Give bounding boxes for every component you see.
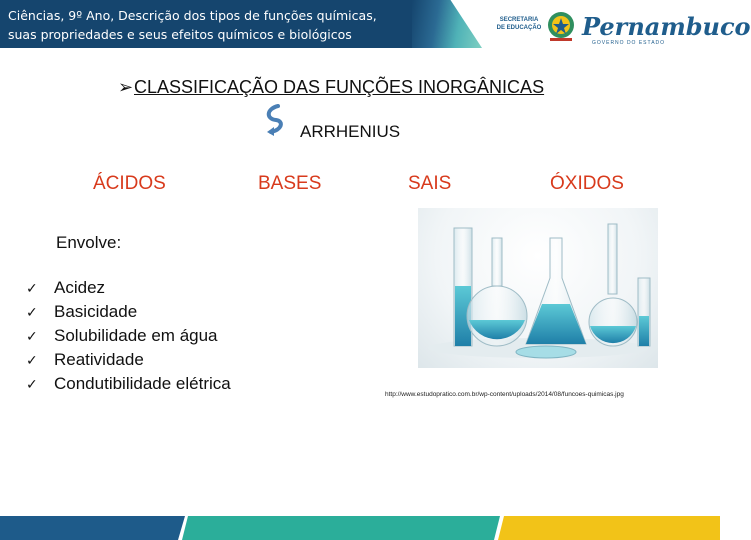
image-source-link[interactable]: http://www.estudopratico.com.br/wp-content/uploads/2014/08/funcoes-quimicas.jpg xyxy=(385,391,624,398)
checkmark-icon: ✓ xyxy=(26,281,38,297)
curved-arrow-icon xyxy=(262,103,286,137)
list-item: ✓ Reatividade xyxy=(26,350,144,369)
list-item: ✓ Condutibilidade elétrica xyxy=(26,374,231,393)
slide-title xyxy=(118,77,544,98)
arrhenius-label: ARRHENIUS xyxy=(300,122,401,141)
state-tagline: GOVERNO DO ESTADO xyxy=(592,40,666,46)
list-item: ✓ Basicidade xyxy=(26,302,138,321)
header-accent xyxy=(412,0,482,48)
list-item: ✓ Solubilidade em água xyxy=(26,326,218,345)
properties-list xyxy=(26,278,231,398)
lab-glassware-image xyxy=(418,208,658,368)
category-bases: BASES xyxy=(258,173,322,194)
header-title-line-2: suas propriedades e seus efeitos químicos e biológicos xyxy=(8,27,352,42)
checkmark-icon: ✓ xyxy=(26,353,38,369)
header-title-line-1: Ciências, 9º Ano, Descrição dos tipos de funções químicas, xyxy=(8,8,377,23)
government-logo xyxy=(492,6,751,48)
category-oxidos: ÓXIDOS xyxy=(550,173,624,194)
arrow-bullet-icon: ➢ xyxy=(118,77,134,97)
checkmark-icon: ✓ xyxy=(26,377,38,393)
footer-stripes xyxy=(0,504,720,540)
header-banner xyxy=(0,0,420,48)
state-name: Pernambuco xyxy=(582,12,751,41)
checkmark-icon: ✓ xyxy=(26,305,38,321)
secretaria-label: SECRETARIA DE EDUCAÇÃO xyxy=(496,17,542,31)
category-acidos: ÁCIDOS xyxy=(93,173,166,194)
state-crest-icon xyxy=(546,9,576,43)
category-sais: SAIS xyxy=(408,173,452,194)
list-item: ✓ Acidez xyxy=(26,278,106,297)
checkmark-icon: ✓ xyxy=(26,329,38,345)
envolve-label: Envolve: xyxy=(56,233,122,252)
slide-title-text: CLASSIFICAÇÃO DAS FUNÇÕES INORGÂNICAS xyxy=(134,77,545,97)
